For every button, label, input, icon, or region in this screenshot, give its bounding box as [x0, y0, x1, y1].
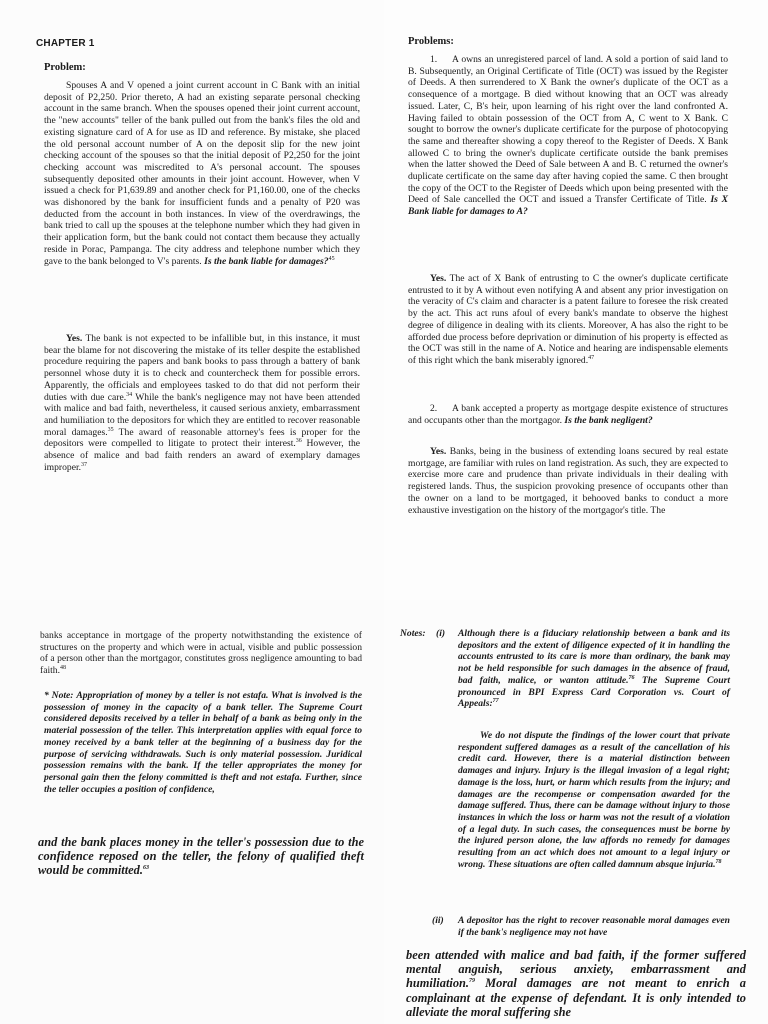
answer-part-2: While the bank's negligence may not have been attended with malice and bad faith, nevertheless, it caused serious anxiety, embarrassment and humiliation to the depositors for which they are entitled to recover reasonable moral damages.	[44, 391, 360, 438]
large-text-continuation	[406, 948, 746, 1019]
note-ii-text: A depositor has the right to recover reasonable moral damages even if the bank's negligence may not have	[458, 915, 730, 938]
note-ii-label: (ii)	[432, 915, 444, 926]
teller-note	[40, 690, 362, 795]
problem-2-text	[408, 403, 728, 426]
footnote-ref: 63	[142, 865, 149, 872]
note-i-tail: The Supreme Court pronounced in BPI Express Card Corporation vs. Court of Appeals:	[458, 674, 730, 710]
large-text-part-1: been attended with malice and bad faith, if the former suffered mental anguish, serious anxiety, embarrassment and humiliation.	[406, 948, 746, 991]
top-left-page	[0, 0, 384, 600]
note-marker: * Note:	[44, 690, 74, 701]
problem-2-number: 2.	[430, 403, 438, 414]
answer-lead: Yes.	[66, 333, 83, 344]
footnote-ref: 78	[715, 858, 722, 865]
answer-2-text	[408, 446, 728, 516]
note-i-label: (i)	[436, 628, 446, 639]
problem-text	[44, 80, 360, 267]
footnote-ref: 76	[628, 674, 635, 681]
note-i-body: Although there is a fiduciary relationship between a bank and its depositors and the extent of diligence expected of it in handling the accounts entrusted to its care is more than ordinary, the bank may not be held responsible for such damages in the absence of fraud, bad faith, malice, or wanton attitude.	[458, 628, 730, 686]
footnote-ref: 34	[126, 391, 133, 398]
answer-part-4: However, the absence of malice and bad faith renders an award of exemplary damages improper.	[44, 438, 360, 473]
answer-text	[44, 333, 360, 473]
answer-part-3: The award of reasonable attorney's fees is proper for the depositors were compelled to litigate to protect their interest.	[44, 426, 360, 450]
problems-heading: Problems:	[408, 36, 454, 47]
bottom-right-page	[384, 600, 768, 1024]
quoted-ruling-body: We do not dispute the findings of the lower court that private respondent suffered damages as a result of the cancellation of his credit card. However, there is a material distinction between damages and injury. Injury is the illegal invasion of a legal right; damage is the loss, hurt, or harm which results from the injury; and damages are the recompense or compensation awarded for the damage suffered. Thus, there can be damage without injury to those instances in which the loss or harm was not the result of a violation of a legal duty. In such cases, the consequences must be borne by the injured person alone, the law affords no remedy for damages resulting from an act which does not amount to a legal injury or wrong. These situations are often called damnum absque injuria.	[458, 730, 730, 870]
problem-heading: Problem:	[44, 62, 86, 73]
chapter-label: CHAPTER 1	[36, 38, 95, 49]
footnote-ref: 77	[492, 698, 499, 705]
answer-2-lead: Yes.	[430, 446, 447, 457]
problem-1-body: A owns an unregistered parcel of land. A sold a portion of said land to B. Subsequently, an Original Certificate of Title (OCT) was issued by the Register of Deeds. A then surrendered to X Bank the owner's duplicate of the OCT as a consequence of a mortgage. B died without knowing that an OCT was already issued. Later, C, B's heir, upon learning of his right over the land confronted A. Having failed to obtain possession of the OCT from A, C went to X Bank. C sought to borrow the owner's duplicate certificate for the purpose of photocopying the same and thereafter showing a copy thereof to the Register of Deeds. X Bank allowed C to bring the owner's duplicate certificate outside the bank premises when the latter showed the Deed of Sale between A and B. C returned the owner's duplicate certificate on the same day after having copied the same. C then brought the copy of the OCT to the Register of Deeds which upon being presented with the Deed of Sale cancelled the OCT and issued a Transfer Certificate of Title.	[408, 54, 728, 206]
answer-1-lead: Yes.	[430, 273, 447, 284]
large-text-body: and the bank places money in the teller's possession due to the confidence reposed on the teller, the felony of qualified theft would be committed.	[38, 835, 364, 878]
problem-question: Is the bank liable for damages?	[204, 255, 329, 267]
problem-1-number: 1.	[430, 54, 438, 65]
large-text-part-2: Moral damages are not meant to enrich a complainant at the expense of defendant. It is only intended to alleviate the moral suffering she	[406, 976, 746, 1019]
problem-2-question: Is the bank negligent?	[564, 414, 653, 426]
footnote-ref: 79	[469, 978, 476, 985]
answer-1-body: The act of X Bank of entrusting to C the owner's duplicate certificate entrusted to it by A without even notifying A and absent any prior investigation on the veracity of C's claim and character is a patent failure to foresee the risk created by the act. This act runs afoul of every bank's mandate to observe the highest degree of diligence in dealing with its clients. Moreover, A has also the right to be afforded due process before deprivation or diminution of his property is effected as the OCT was still in the name of A. Notice and hearing are indispensable elements of this right which the bank miserably ignored.	[408, 273, 729, 366]
top-right-page	[384, 0, 768, 600]
note-body: Appropriation of money by a teller is not estafa. What is involved is the possession of money in the capacity of a bank teller. The Supreme Court considered deposits received by a teller in behalf of a bank as being only in the material possession of the teller. This interpretation applies with equal force to money received by a bank teller at the beginning of a business day for the purpose of servicing withdrawals. Such is only material possession. Juridical possession remains with the bank. If the teller appropriates the money for personal gain then the felony committed is theft and not estafa. Further, since the teller occupies a position of confidence,	[44, 690, 362, 795]
footnote-ref: 47	[588, 354, 595, 361]
answer-1-text	[408, 273, 728, 367]
bottom-left-page	[0, 600, 384, 1024]
quoted-ruling	[458, 730, 730, 870]
footnote-ref: 35	[107, 426, 114, 433]
continuation-text	[40, 630, 362, 677]
answer-2-body: Banks, being in the business of extending loans secured by real estate mortgage, are familiar with rules on land registration. As such, they are expected to exercise more care and prudence than private individuals in their dealing with registered lands. Thus, the suspicion provoking presence of occupants other than the owner on a land to be mortgaged, it behooved banks to conduct a more exhaustive investigation on the history of the mortgagor's title. The	[408, 446, 728, 516]
notes-label: Notes:	[400, 628, 426, 639]
continuation-body: banks acceptance in mortgage of the property notwithstanding the existence of structures on the property and which were in actual, visible and public possession of a person other than the mortgagor, constitutes gross negligence amounting to bad faith.	[40, 630, 362, 677]
large-text-continuation	[38, 835, 364, 878]
problem-1-text	[408, 54, 728, 218]
note-i-text	[458, 628, 730, 710]
footnote-ref: 45	[328, 255, 335, 262]
footnote-ref: 37	[81, 461, 88, 468]
answer-part-1: The bank is not expected to be infallible but, in this instance, it must bear the blame for not discovering the mistake of its teller despite the established procedure requiring the papers and bank books to pass through a battery of bank personnel whose duty it is to check and countercheck them for possible errors. Apparently, the officials and employees tasked to do that did not perform their duties with due care.	[44, 333, 360, 403]
problem-1-question: Is X Bank liable for damages to A?	[408, 194, 729, 218]
footnote-ref: 36	[295, 438, 302, 445]
footnote-ref: 48	[59, 664, 66, 671]
problem-body: Spouses A and V opened a joint current account in C Bank with an initial deposit of P2,250. Prior thereto, A had an existing separate personal checking account in the same branch. When the spouses opened their joint current account, the "new accounts" teller of the bank pulled out from the bank's files the old and existing signature card of A for use as ID and reference. By mistake, she placed the old personal account number of A on the deposit slip for the new joint checking account of the spouses so that the initial deposit of P2,250 for the joint checking account was miscredited to A's personal account. The spouses subsequently deposited other amounts in their joint account. However, when V issued a check for P1,639.89 and another check for P1,160.00, one of the checks was dishonored by the bank for insufficient funds and a penalty of P20 was deducted from the account in both instances. In view of the overdrawings, the bank tried to call up the spouses at the telephone number which they had given in their application form, but the bank could not contact them because they actually reside in Porac, Pampanga. The city address and telephone number which they gave to the bank belonged to V's parents.	[44, 80, 360, 267]
problem-2-body: A bank accepted a property as mortgage despite existence of structures and occupants other than the mortgagor.	[408, 403, 728, 426]
